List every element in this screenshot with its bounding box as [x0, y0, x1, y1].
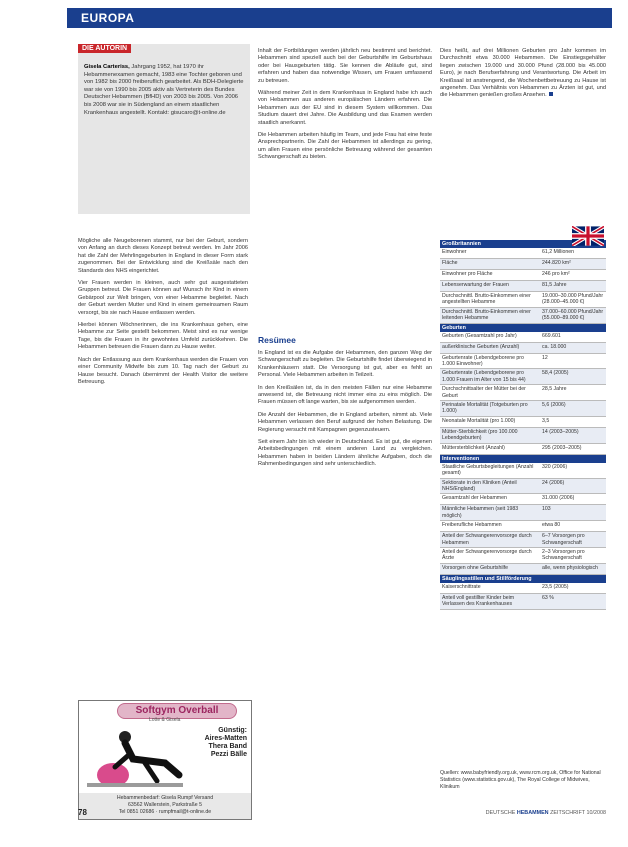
table-section-header	[440, 240, 606, 248]
table-row	[440, 270, 606, 281]
ad-line: Pezzi Bälle	[210, 751, 247, 758]
table-row-value: 31.000 (2006)	[542, 495, 575, 502]
table-row	[440, 369, 606, 385]
table-row	[440, 281, 606, 292]
ad-product-list	[191, 727, 247, 759]
table-row-label: Fläche	[442, 260, 458, 266]
table-row-value: 81,5 Jahre	[542, 282, 567, 288]
table-row-value: 3,5	[542, 417, 550, 424]
table-row-value: 14 (2003–2005)	[542, 428, 579, 435]
paragraph: Hierbei können Wöchnerinnen, die ins Krankenhaus gehen, eine Hebamme zur Seite gestellt bekommen. Meist sind es nur wenige Tage, bis die Frauen in ihr gewohntes Umfeld zurückkehren. Die Hebammen betreuen die Frauen dann zu Hause weiter.	[78, 322, 248, 351]
footer-brand-suffix: ZEITSCHRIFT 10/2008	[550, 810, 606, 816]
table-row	[440, 401, 606, 417]
table-row-value: 669.601	[542, 332, 561, 339]
table-row	[440, 548, 606, 564]
paragraph	[440, 48, 606, 100]
table-row-label: Lebenserwartung der Frauen	[442, 282, 509, 288]
table-row	[440, 594, 606, 610]
footer-brand-prefix: DEUTSCHE	[485, 810, 516, 816]
table-section-title: Großbritannien	[442, 241, 481, 247]
table-row-label: Mütter-Sterblichkeit (pro 100.000 Lebendgeburten)	[442, 428, 518, 442]
table-row-label: Anteil der Schwangerenvorsorge durch Hebammen	[442, 533, 532, 546]
ad-line: Günstig:	[218, 727, 247, 734]
table-section-header	[440, 324, 606, 332]
section-title: EUROPA	[81, 11, 135, 25]
table-row	[440, 417, 606, 428]
table-row	[440, 444, 606, 455]
facts-table	[440, 240, 606, 610]
resumee-heading: Resümee	[258, 335, 296, 345]
table-row	[440, 428, 606, 444]
table-section-title: Interventionen	[442, 455, 480, 462]
paragraph-text: Dies heißt, auf drei Millionen Geburten pro Jahr kommen im Durchschnitt etwa 30.000 Hebammen. Die Einstiegsgehälter liegen zwischen 19.000 und 30.000 Pfund (28.000 bis 45.000 Euro), je nach Berufserfahrung und Verantwortung. Die Arbeit im Kreißsaal ist anstrengend, die Wochenbettbetreuung zu Hause ist angenehm. Das Verhältnis von Hebammen zu Ärzten ist gut, und die Hebammen genießen großes Ansehen.	[440, 48, 606, 99]
table-row-value: 5,6 (2006)	[542, 402, 566, 409]
ad-footer-line: 63562 Wallerstein, Parkstraße 5	[128, 802, 202, 808]
ad-title: Softgym Overball	[135, 705, 219, 716]
table-row-value: alle, wenn physiologisch	[542, 564, 598, 571]
table-row-label: Männliche Hebammen (seit 1983 möglich)	[442, 506, 519, 519]
author-tag: DIE AUTORIN	[78, 44, 131, 53]
table-row-label: Kaiserschnittrate	[442, 583, 481, 590]
table-row-label: Gesamtzahl der Hebammen	[442, 495, 507, 502]
author-name: Gisela Carteriss,	[84, 64, 130, 70]
author-email[interactable]: gisucaro@t-online.de	[170, 109, 226, 116]
table-row-value: 244.820 km²	[542, 260, 571, 266]
table-row-label: Durchschnittl. Brutto-Einkommen einer angestellten Hebamme	[442, 293, 531, 306]
exercise-mat	[87, 783, 183, 787]
paragraph: Vier Frauen werden in kleinen, auch sehr gut ausgestatteten Gruppen betreut. Die Frauen können auf Wunsch ihr Kind in einem Gebärpool zur Welt bringen, von einer Hebamme begleitet. Nach der Geburt werden Mutter und Kind in einem gemeinsamen Raum versorgt, bis sie nach Hause entlassen werden.	[78, 280, 248, 316]
table-row-value: 37.000–60.000 Pfund/Jahr (55.000–89.000 €)	[542, 308, 604, 322]
column-1	[78, 238, 248, 386]
paragraph: Seit einem Jahr bin ich wieder in Deutschland. Es ist gut, die eigenen Arbeitsbedingungen mit einem anderen Land zu vergleichen. Hebammen haben in beiden Ländern ähnliche Aufgaben, doch die Rahmenbedingungen sind sehr unterschiedlich.	[258, 439, 432, 468]
table-row	[440, 583, 606, 594]
table-row	[440, 494, 606, 505]
table-row-label: Anteil der Schwangerenvorsorge durch Ärzte	[442, 548, 532, 562]
table-row-label: Geburtenrate (Lebendgeborene pro 1.000 Einwohner)	[442, 354, 524, 368]
ad-footer	[79, 793, 251, 820]
table-row-label: Müttersterblichkeit (Anzahl)	[442, 444, 505, 451]
table-row	[440, 463, 606, 479]
table-section-header	[440, 455, 606, 463]
table-row-label: Vorsorgen ohne Geburtshilfe	[442, 564, 509, 571]
author-bio-text: Jahrgang 1952, hat 1970 ihr Hebammenexamen gemacht, 1983 eine Tochter geboren und von 1982 bis 2000 freiberuflich gearbeitet. Als BDH-Delegierte war sie von 1990 bis 2005 aktiv als Vertreterin des Bundes Deutscher Hebammen (BfHD) von 2003 bis 2005. Von 2006 bis 2008 war sie in Südengland an einem staatlichen Krankenhaus angestellt. Kontakt:	[84, 64, 244, 116]
table-row-label: Staatliche Geburtsbegleitungen (Anzahl gesamt)	[442, 463, 534, 477]
article-end-mark-icon	[549, 92, 553, 96]
table-row-label: Einwohner	[442, 249, 467, 255]
table-row	[440, 354, 606, 370]
section-header	[67, 8, 612, 28]
table-row-value: 63 %	[542, 594, 554, 601]
table-row	[440, 308, 606, 324]
column-3	[440, 48, 606, 100]
ad-footer-line: Hebammenbedarf: Gisela Rumpf Versand	[116, 795, 214, 801]
table-row	[440, 479, 606, 495]
table-row-value: 58,4 (2005)	[542, 370, 569, 377]
footer-brand-name: HEBAMMEN	[516, 810, 549, 816]
paragraph: Inhalt der Fortbildungen werden jährlich neu bestimmt und berichtet. Hebammen sind speziell auch bei der Geburtshilfe im Geburtshaus oder bei Hausgeburten tätig. Sie kennen die Abläufe gut, sind erfahren und haben das notwendige Wissen, um Frauen umfassend zu betreuen.	[258, 48, 432, 84]
table-row	[440, 505, 606, 521]
table-row-value: 23,5 (2005)	[542, 583, 569, 590]
table-row	[440, 564, 606, 575]
ad-line: Thera Band	[208, 743, 247, 750]
table-row-label: außerklinische Geburten (Anzahl)	[442, 343, 520, 350]
advertisement[interactable]	[78, 700, 252, 820]
table-row-value: 295 (2003–2005)	[542, 444, 582, 451]
paragraph: Die Anzahl der Hebammen, die in England arbeiten, nimmt ab. Viele Hebammen verlassen den Beruf aufgrund der hohen Belastung. Die Regierung versucht mit Kampagnen gegenzusteuern.	[258, 411, 432, 433]
table-row-value: 12	[542, 354, 548, 361]
table-row-label: Neonatale Mortalität (pro 1.000)	[442, 417, 516, 424]
paragraph: Nach der Entlassung aus dem Krankenhaus werden die Frauen von einer Community Midwife bis zum 10. Tag nach der Geburt zu Hause besucht. Danach übernimmt der Health Visitor die weitere Betreuung.	[78, 356, 248, 385]
column-2	[258, 48, 432, 162]
page-number: 78	[78, 808, 87, 817]
table-row-value: 246 pro km²	[542, 271, 570, 277]
exercise-figure-illustration	[85, 723, 185, 789]
ad-line: Aires-Matten	[204, 735, 247, 742]
table-row-label: Geburten (Gesamtzahl pro Jahr)	[442, 332, 517, 339]
table-row-label: Sektiorate in den Kliniken (Anteil NHS/England)	[442, 479, 517, 492]
table-row-value: 19.000–30.000 Pfund/Jahr (28.000–45.000 €)	[542, 293, 604, 306]
table-row-label: Anteil voll gestillter Kinder beim Verlassen des Krankenhauses	[442, 594, 515, 608]
author-box	[78, 44, 250, 214]
table-row-value: 24 (2006)	[542, 479, 565, 486]
paragraph: Die Hebammen arbeiten häufig im Team, und jede Frau hat eine feste Ansprechpartnerin. Die Zahl der Hebammen ist allerdings zu gering, um allen Frauen eine persönliche Betreuung während der gesamten Schwangerschaft zu bieten.	[258, 132, 432, 161]
table-row-label: Einwohner pro Fläche	[442, 271, 493, 277]
table-row-value: etwa 80	[542, 522, 561, 529]
table-section-title: Geburten	[442, 324, 466, 331]
sources: Quellen: www.babyfriendly.org.uk, www.rcm.org.uk, Office for National Statistics (www.statistics.gov.uk), The Royal College of Midwives, Klinikum	[440, 770, 601, 790]
ad-footer-line: Tel 0851 02686 · rumpfmail@t-online.de	[118, 809, 212, 815]
paragraph: Während meiner Zeit in dem Krankenhaus in England habe ich auch von Hebammen aus anderen europäischen Ländern erfahren. Die Hebammen aus der EU sind in diesem System willkommen. Das Studium dauert drei Jahre. Die Ausbildung und das Examen werden staatlich anerkannt.	[258, 90, 432, 126]
table-row-value: ca. 18.000	[542, 343, 567, 350]
table-row-value: 28,5 Jahre	[542, 386, 567, 393]
paragraph: Mögliche alle Neugeborenen stammt, nur bei der Geburt, sondern von Anfang an durch dieses Konzept betreut werden. Im Jahr 2006 hat die Zahl der Mehrlingsgeburten in England in dieser Form stark zugenommen. Bei der Entwicklung sind die Kreißsäle nach den Standards des NHS eingerichtet.	[78, 238, 248, 274]
resumee-text	[258, 350, 432, 469]
table-row-label: Geburtenrate (Lebendgeborene pro 1.000 Frauen im Alter von 15 bis 44)	[442, 370, 526, 383]
table-row	[440, 532, 606, 548]
table-row-label: Durchschnittsalter der Mütter bei der Geburt	[442, 386, 526, 399]
table-section-title: Säuglingsstillen und Stillförderung	[442, 575, 532, 582]
table-row-label: Perinatale Mortalität (Totgeburten pro 1.000)	[442, 402, 528, 415]
ad-subtitle: Lotte & Gisela	[149, 717, 181, 723]
table-row-value: 61,2 Millionen	[542, 249, 575, 255]
footer-brand	[440, 810, 606, 816]
table-row-value: 320 (2006)	[542, 463, 568, 470]
table-row-label: Freiberufliche Hebammen	[442, 522, 502, 529]
table-row-value: 103	[542, 506, 551, 513]
table-row	[440, 385, 606, 401]
table-row	[440, 248, 606, 259]
table-row-value: 2–3 Vorsorgen pro Schwangerschaft	[542, 548, 585, 562]
union-jack-flag-icon	[572, 226, 604, 246]
figure-arm	[115, 753, 131, 767]
table-row	[440, 292, 606, 308]
table-row	[440, 343, 606, 354]
table-row-value: 6–7 Vorsorgen pro Schwangerschaft	[542, 533, 585, 546]
table-row	[440, 521, 606, 532]
table-row-label: Durchschnittl. Brutto-Einkommen einer leitenden Hebamme	[442, 308, 531, 322]
table-row	[440, 259, 606, 270]
paragraph: In den Kreißsälen ist, da in den meisten Fällen nur eine Hebamme anwesend ist, die Betreuung nicht immer eins zu eins möglich. Die Frauen müssen oft lange warten, bis sie aufgenommen werden.	[258, 384, 432, 406]
table-section-header	[440, 575, 606, 583]
table-row	[440, 332, 606, 343]
figure-leg	[145, 763, 157, 781]
paragraph: In England ist es die Aufgabe der Hebammen, den ganzen Weg der Schwangerschaft zu begleiten. Die Geburtshilfe findet überwiegend in Krankenhäusern statt. Die Versorgung ist gut, aber es fehlt an Personal. Viele Hebammen arbeiten in Teilzeit.	[258, 350, 432, 379]
author-bio	[84, 64, 244, 117]
